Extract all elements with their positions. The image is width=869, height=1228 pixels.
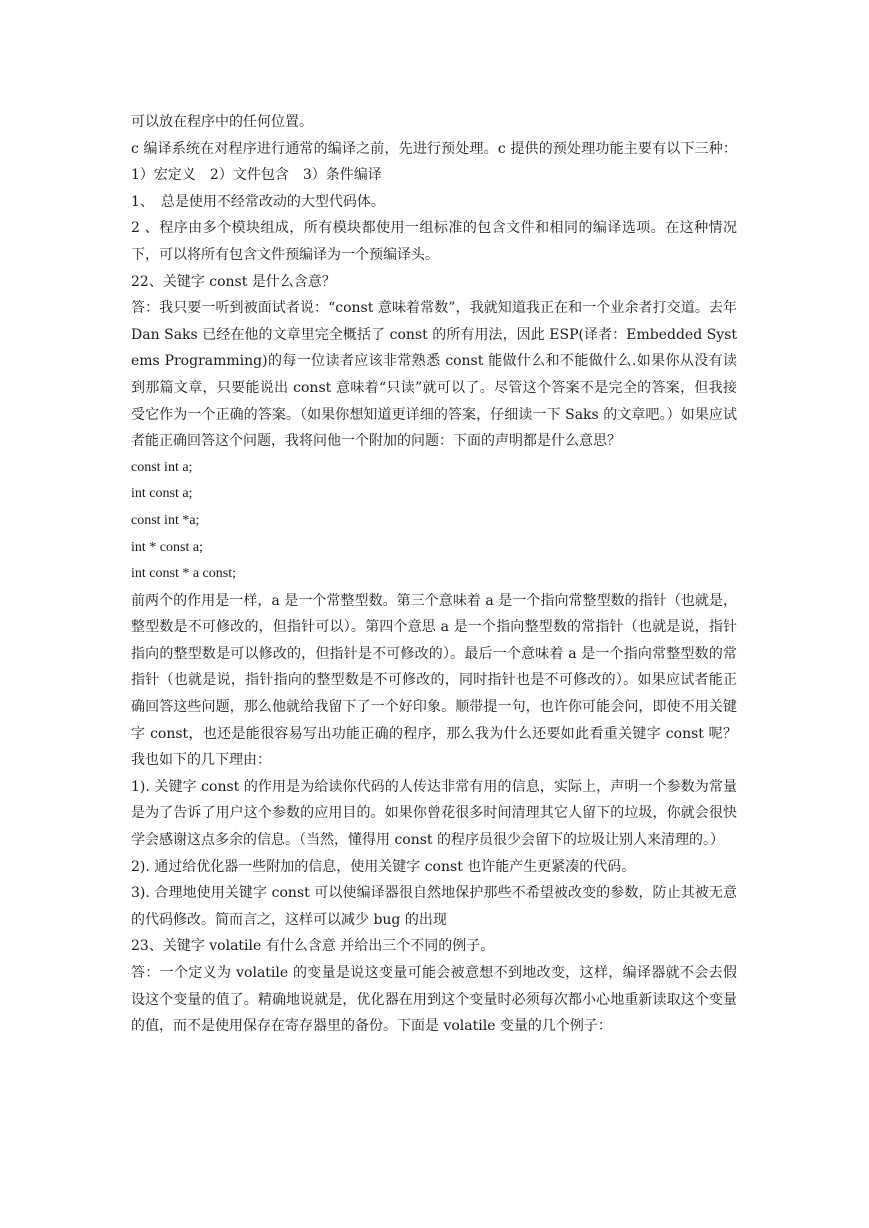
paragraph: 2). 通过给优化器一些附加的信息，使用关键字 const 也许能产生更紧凑的代码。 (131, 858, 636, 875)
code-line: int * const a; (131, 539, 203, 555)
paragraph: 3). 合理地使用关键字 const 可以使编译器很自然地保护那些不希望被改变的参数，防止其被无意的代码修改。简而言之，这样可以减少 bug 的出现 (131, 885, 737, 928)
paragraph: 1). 关键字 const 的作用是为给读你代码的人传达非常有用的信息，实际上，声明一个参数为常量是为了告诉了用户这个参数的应用目的。如果你曾花很多时间清理其它人留下的垃圾，你就会很快学会感谢这点多余的信息。（当然，懂得用 const 的程序员很少会留下的垃圾让别人来清理的。） (131, 778, 737, 849)
paragraph: 可以放在程序中的任何位置。 (131, 114, 313, 130)
code-line: int const * a const; (131, 566, 236, 582)
question-heading-23: 23、关键字 volatile 有什么含意 并给出三个不同的例子。 (131, 938, 495, 955)
paragraph: 前两个的作用是一样，a 是一个常整型数。第三个意味着 a 是一个指向常整型数的指针（也就是，整型数是不可修改的，但指针可以）。第四个意思 a 是一个指向整型数的常指针（也就是说，指针指向的整型数是可以修改的，但指针是不可修改的）。最后一个意味着 a 是一个指向常整型数的常指针（也就是说，指针指向的整型数是不可修改的，同时指针也是不可修改的）。如果应试者能正确回答这些问题，那么他就给我留下了一个好印象。顺带提一句，也许你可能会问，即使不用关键字 const，也还是能很容易写出功能正确的程序，那么我为什么还要如此看重关键字 const 呢？我也如下的几下理由： (131, 592, 737, 769)
code-line: int const a; (131, 486, 193, 502)
code-line: const int a; (131, 459, 193, 475)
code-line: const int *a; (131, 512, 200, 528)
paragraph: 答：一个定义为 volatile 的变量是说这变量可能会被意想不到地改变，这样，编译器就不会去假设这个变量的值了。精确地说就是，优化器在用到这个变量时必须每次都小心地重新读取这个变量的值，而不是使用保存在寄存器里的备份。下面是 volatile 变量的几个例子： (131, 965, 737, 1035)
paragraph: 答：我只要一听到被面试者说：“const 意味着常数”，我就知道我正在和一个业余者打交道。去年 Dan Saks 已经在他的文章里完全概括了 const 的所有用法，因此 ESP(译者：Embedded Systems Programming)的每一位读者应该非常熟悉 const 能做什么和不能做什么.如果你从没有读到那篇文章，只要能说出 const 意味着“只读”就可以了。尽管这个答案不是完全的答案，但我接受它作为一个正确的答案。（如果你想知道更详细的答案，仔细读一下 Saks 的文章吧。）如果应试者能正确回答这个问题，我将问他一个附加的问题：下面的声明都是什么意思？ (131, 300, 737, 450)
document-body (131, 109, 737, 1040)
question-heading-22: 22、关键字 const 是什么含意？ (131, 273, 336, 290)
paragraph: 2 、程序由多个模块组成，所有模块都使用一组标准的包含文件和相同的编译选项。在这种情况下，可以将所有包含文件预编译为一个预编译头。 (131, 220, 737, 263)
paragraph: c 编译系统在对程序进行通常的编译之前，先进行预处理。c 提供的预处理功能主要有以下三种：1）宏定义 2）文件包含 3）条件编译 (131, 140, 737, 184)
paragraph: 1、 总是使用不经常改动的大型代码体。 (131, 193, 385, 210)
